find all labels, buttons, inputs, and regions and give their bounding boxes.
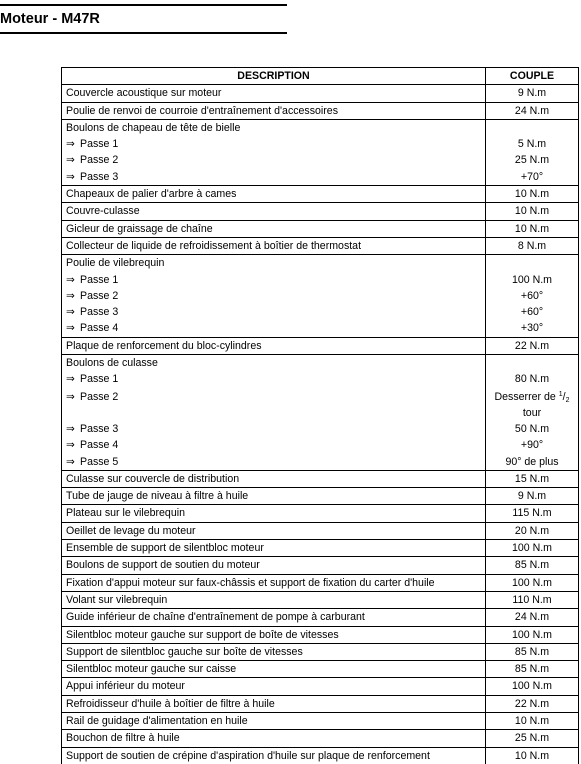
description-text: Passe 3 [80,170,119,183]
table-row [62,712,579,729]
couple-cell [486,355,579,372]
double-arrow-right-icon: ⇒ [66,138,75,151]
couple-cell [486,102,579,119]
couple-value: 100 N.m [511,628,553,641]
couple-cell [486,454,579,471]
table-row [62,421,579,437]
couple-value: 9 N.m [517,490,547,503]
couple-value: +60° [520,306,544,319]
table-row [62,288,579,304]
double-arrow-right-icon: ⇒ [66,322,75,335]
table-row [62,272,579,288]
table-row [62,522,579,539]
torque-table [61,67,579,764]
description-cell [62,288,486,304]
table-row [62,626,579,643]
description-text: Passe 5 [80,455,119,468]
table-row [62,747,579,764]
couple-cell [486,747,579,764]
description-cell [62,388,486,421]
couple-cell [486,152,579,168]
couple-value: +60° [520,289,544,302]
couple-cell [486,591,579,608]
couple-cell [486,136,579,152]
couple-value: +90° [520,439,544,452]
table-row [62,678,579,695]
couple-cell [486,288,579,304]
table-row [62,695,579,712]
couple-value: 25 N.m [514,732,550,745]
description-text: Couvre-culasse [66,205,140,218]
couple-cell [486,304,579,320]
page-title: Moteur - M47R [0,11,100,27]
description-text: Plaque de renforcement du bloc-cylindres [66,339,262,352]
couple-value: 10 N.m [514,749,550,762]
description-cell [62,85,486,102]
couple-cell [486,237,579,254]
fraction-denominator: 2 [565,396,570,404]
couple-cell [486,437,579,453]
description-text: Boulons de culasse [66,357,158,370]
double-arrow-right-icon: ⇒ [66,306,75,319]
description-text: Passe 1 [80,373,119,386]
title-rule-top [0,4,287,6]
description-cell [62,304,486,320]
couple-value: 110 N.m [512,593,552,606]
couple-cell [486,557,579,574]
table-row [62,454,579,471]
table-row [62,505,579,522]
description-cell [62,643,486,660]
table-row [62,152,579,168]
couple-cell [486,678,579,695]
table-row [62,119,579,136]
description-text: Ensemble de support de silentbloc moteur [66,542,264,555]
table-row [62,371,579,387]
couple-value: 80 N.m [514,373,550,386]
description-text: Passe 2 [80,289,119,302]
couple-cell [486,337,579,354]
couple-value: 50 N.m [514,422,550,435]
description-cell [62,237,486,254]
couple-value: 8 N.m [517,239,547,252]
table-row [62,643,579,660]
description-cell [62,337,486,354]
couple-value: 15 N.m [514,472,550,485]
couple-value-continued: tour [522,406,542,419]
description-text: Couvercle acoustique sur moteur [66,87,222,100]
description-text: Rail de guidage d'alimentation en huile [66,714,248,727]
description-cell [62,186,486,203]
description-text: Volant sur vilebrequin [66,593,168,606]
table-row [62,255,579,272]
couple-cell [486,522,579,539]
description-cell [62,488,486,505]
couple-value: +70° [520,170,544,183]
description-cell [62,522,486,539]
description-text: Support de silentbloc gauche sur boîte de vitesses [66,645,303,658]
couple-value: 85 N.m [514,663,550,676]
table-row [62,388,579,421]
double-arrow-right-icon: ⇒ [66,170,75,183]
description-cell [62,712,486,729]
description-cell [62,220,486,237]
description-text: Poulie de renvoi de courroie d'entraînement d'accessoires [66,104,338,117]
title-rule-bottom [0,32,287,34]
description-cell [62,470,486,487]
table-row [62,203,579,220]
description-text: Support de soutien de crépine d'aspiration d'huile sur plaque de renforcement [66,749,430,762]
description-cell [62,454,486,471]
couple-cell [486,505,579,522]
description-cell [62,320,486,337]
description-text: Passe 2 [80,154,119,167]
double-arrow-right-icon: ⇒ [66,422,75,435]
couple-value: 10 N.m [514,188,550,201]
couple-value: 22 N.m [514,697,550,710]
fraction-numerator: 1 [558,390,563,398]
description-text: Passe 1 [80,273,119,286]
couple-cell: Desserrer de $^1/_2$ tour [486,388,579,421]
couple-cell [486,626,579,643]
couple-cell [486,488,579,505]
description-text: Collecteur de liquide de refroidissement à boîtier de thermostat [66,239,362,252]
couple-value: 10 N.m [514,222,550,235]
table-row [62,355,579,372]
table-row [62,102,579,119]
couple-value: 85 N.m [514,645,550,658]
description-cell [62,169,486,186]
double-arrow-right-icon: ⇒ [66,273,75,286]
table-row [62,337,579,354]
couple-cell [486,255,579,272]
couple-value: 20 N.m [514,524,550,537]
double-arrow-right-icon: ⇒ [66,390,75,403]
description-text: Passe 4 [80,322,119,335]
couple-cell [486,695,579,712]
couple-cell [486,186,579,203]
couple-cell [486,574,579,591]
double-arrow-right-icon: ⇒ [66,289,75,302]
table-row [62,186,579,203]
description-cell [62,574,486,591]
couple-value: Desserrer de [494,390,556,403]
couple-cell [486,609,579,626]
couple-value: 9 N.m [517,87,547,100]
table-row [62,488,579,505]
couple-cell [486,169,579,186]
double-arrow-right-icon: ⇒ [66,373,75,386]
description-text: Guide inférieur de chaîne d'entraînement de pompe à carburant [66,611,365,624]
couple-cell [486,272,579,288]
couple-value: 5 N.m [517,138,547,151]
couple-value: 100 N.m [511,542,553,555]
description-text: Tube de jauge de niveau à filtre à huile [66,490,249,503]
description-text: Poulie de vilebrequin [66,257,165,270]
table-row [62,591,579,608]
description-cell [62,371,486,387]
double-arrow-right-icon: ⇒ [66,439,75,452]
couple-value: 100 N.m [511,680,553,693]
couple-cell [486,470,579,487]
couple-cell [486,661,579,678]
couple-value: +30° [520,322,544,335]
description-cell [62,505,486,522]
description-text: Passe 1 [80,138,119,151]
description-cell [62,557,486,574]
table-row [62,661,579,678]
couple-cell [486,730,579,747]
couple-value: 90° de plus [505,455,559,468]
description-cell [62,609,486,626]
description-text: Culasse sur couvercle de distribution [66,472,240,485]
description-cell [62,591,486,608]
couple-cell [486,540,579,557]
table-header-row [62,68,579,85]
table-row [62,220,579,237]
couple-value: 24 N.m [514,104,550,117]
description-text: Chapeaux de palier d'arbre à cames [66,188,237,201]
description-cell [62,661,486,678]
description-cell [62,119,486,136]
couple-cell [486,421,579,437]
table-row [62,136,579,152]
couple-value: 24 N.m [514,611,550,624]
description-text: Bouchon de filtre à huile [66,732,180,745]
description-header: DESCRIPTION [62,68,486,85]
description-text: Gicleur de graissage de chaîne [66,222,213,235]
double-arrow-right-icon: ⇒ [66,154,75,167]
description-text: Passe 3 [80,422,119,435]
description-cell [62,678,486,695]
table-row [62,320,579,337]
double-arrow-right-icon: ⇒ [66,455,75,468]
couple-cell [486,119,579,136]
table-row [62,470,579,487]
couple-value: 10 N.m [514,714,550,727]
couple-cell [486,643,579,660]
couple-cell [486,220,579,237]
description-cell [62,626,486,643]
description-cell [62,136,486,152]
table-row [62,437,579,453]
couple-cell [486,320,579,337]
description-cell [62,152,486,168]
table-row [62,304,579,320]
description-cell [62,355,486,372]
description-cell [62,540,486,557]
couple-value: 25 N.m [514,154,550,167]
description-cell [62,203,486,220]
description-text: Fixation d'appui moteur sur faux-châssis et support de fixation du carter d'huile [66,576,435,589]
description-cell [62,747,486,764]
description-text: Silentbloc moteur gauche sur caisse [66,663,237,676]
couple-cell [486,371,579,387]
description-cell [62,102,486,119]
description-text: Appui inférieur du moteur [66,680,185,693]
table-row [62,540,579,557]
description-text: Oeillet de levage du moteur [66,524,196,537]
couple-value: 115 N.m [512,507,552,520]
couple-value: 100 N.m [511,576,553,589]
table-body [62,85,579,764]
description-text: Refroidisseur d'huile à boîtier de filtre à huile [66,697,275,710]
description-text: Passe 3 [80,306,119,319]
couple-value: 10 N.m [514,205,550,218]
description-text: Plateau sur le vilebrequin [66,507,185,520]
table-row [62,574,579,591]
couple-value: 85 N.m [514,559,550,572]
description-cell [62,695,486,712]
description-text: Passe 2 [80,390,119,403]
table-row [62,237,579,254]
couple-cell [486,712,579,729]
description-cell [62,421,486,437]
couple-header: COUPLE [486,68,579,85]
description-text: Silentbloc moteur gauche sur support de boîte de vitesses [66,628,339,641]
table-row [62,609,579,626]
table-row [62,557,579,574]
description-cell [62,437,486,453]
description-cell [62,730,486,747]
description-text: Boulons de support de soutien du moteur [66,559,260,572]
description-cell [62,255,486,272]
couple-cell [486,85,579,102]
table-row [62,730,579,747]
couple-cell [486,203,579,220]
table-row [62,85,579,102]
table-row [62,169,579,186]
couple-value: 22 N.m [514,339,550,352]
description-text: Boulons de chapeau de tête de bielle [66,121,241,134]
couple-value: 100 N.m [511,273,553,286]
description-text: Passe 4 [80,439,119,452]
description-cell [62,272,486,288]
